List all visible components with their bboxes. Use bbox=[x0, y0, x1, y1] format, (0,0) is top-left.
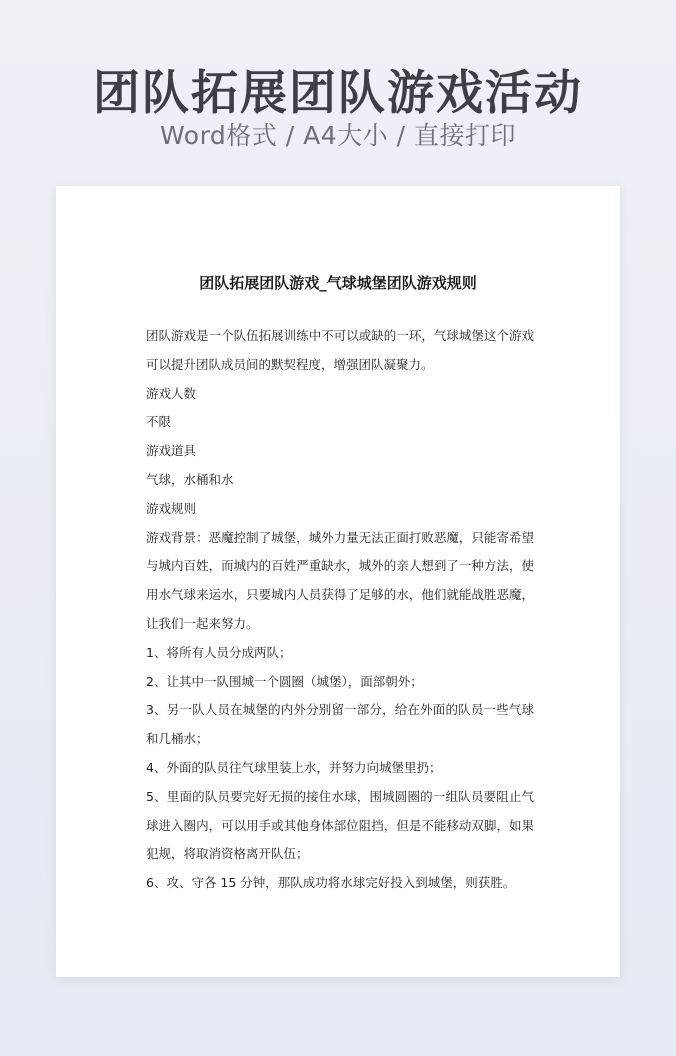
players-value: 不限 bbox=[146, 414, 172, 430]
rule-item-5: 5、里面的队员要完好无损的接住水球，围城圆圈的一组队员要阻止气球进入圈内，可以用手或其他身体部位阻挡，但是不能移动双脚，如果犯规，将取消资格离开队伍； bbox=[146, 788, 534, 862]
document-body bbox=[146, 322, 534, 898]
background-paragraph: 游戏背景：恶魔控制了城堡，城外力量无法正面打败恶魔，只能寄希望与城内百姓，而城内的百姓严重缺水，城外的亲人想到了一种方法，使用水气球来运水，只要城内人员获得了足够的水，他们就能战胜恶魔，让我们一起来努力。 bbox=[146, 529, 534, 631]
banner-subtitle: Word格式 / A4大小 / 直接打印 bbox=[160, 121, 516, 150]
section-heading-props: 游戏道具 bbox=[146, 443, 197, 459]
rule-item-4: 4、外面的队员往气球里装上水，并努力向城堡里扔； bbox=[146, 759, 442, 775]
rule-item-1: 1、将所有人员分成两队； bbox=[146, 644, 292, 660]
rule-item-3: 3、另一队人员在城堡的内外分别留一部分，给在外面的队员一些气球和几桶水； bbox=[146, 702, 534, 747]
props-value: 气球，水桶和水 bbox=[146, 471, 234, 487]
banner-title: 团队拓展团队游戏活动 bbox=[93, 66, 583, 121]
intro-paragraph: 团队游戏是一个队伍拓展训练中不可以或缺的一环，气球城堡这个游戏可以提升团队成员间的默契程度，增强团队凝聚力。 bbox=[146, 328, 534, 372]
section-heading-rules: 游戏规则 bbox=[146, 500, 197, 516]
document-page bbox=[56, 186, 620, 977]
section-heading-players: 游戏人数 bbox=[146, 385, 197, 401]
document-title: 团队拓展团队游戏_气球城堡团队游戏规则 bbox=[199, 274, 477, 292]
rule-item-2: 2、让其中一队围城一个圆圈（城堡），面部朝外； bbox=[146, 673, 423, 689]
rule-item-6: 6、攻、守各 15 分钟，那队成功将水球完好投入到城堡，则获胜。 bbox=[146, 875, 516, 891]
